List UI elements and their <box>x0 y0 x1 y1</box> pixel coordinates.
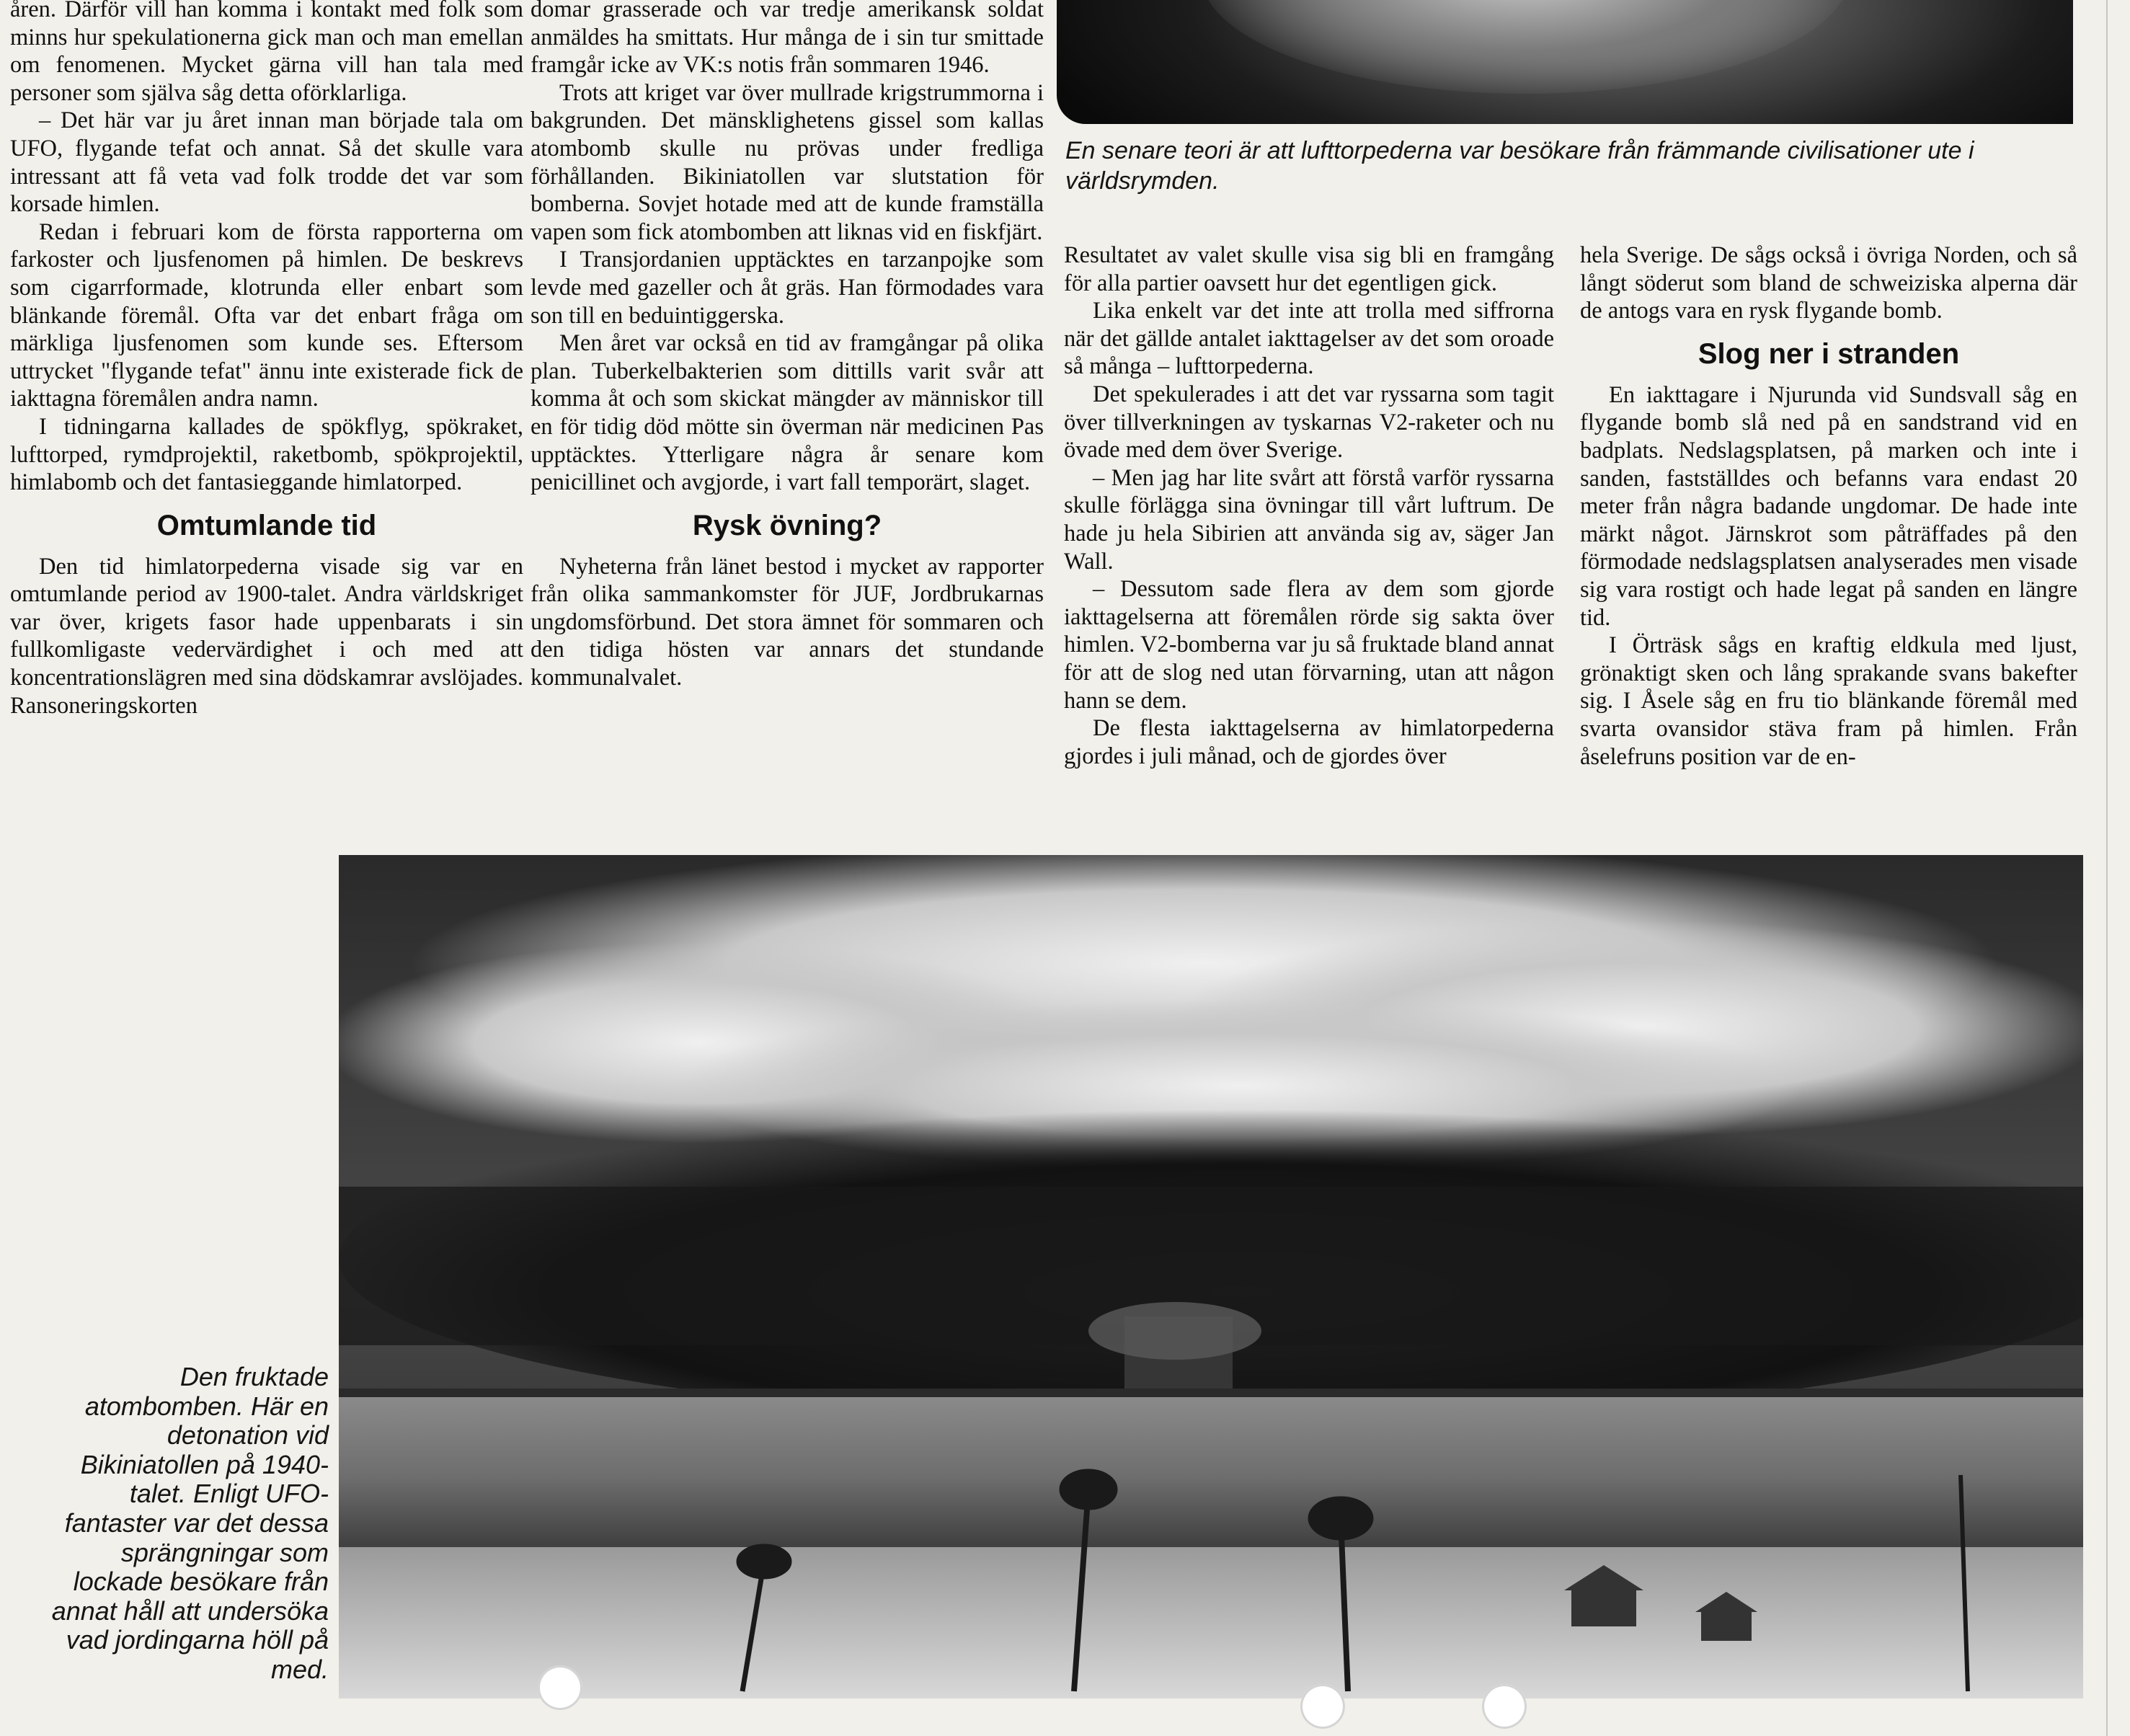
paragraph: I tidningarna kallades de spökflyg, spökraket, lufttorped, rymdprojektil, raketbomb, spökprojektil, himlabomb och det fantasieggande himlatorped. <box>10 413 523 496</box>
paragraph: Trots att kriget var över mullrade krigstrummorna i bakgrunden. Det mänsklighetens gissel som kallas atombomb skulle nu prövas under fredliga förhållanden. Bikiniatollen var slutstation för bomberna. Sovjet hotade med att de kunde framställa vapen som fick atombomben att liknas vid en fiskfjärt. <box>531 79 1044 245</box>
article-column-1 <box>10 0 523 719</box>
paragraph: De flesta iakttagelserna av himlatorpederna gjordes i juli månad, och de gjordes över <box>1064 715 1554 769</box>
explosion-base <box>1088 1302 1261 1360</box>
top-photo <box>1057 0 2073 124</box>
paragraph: – Det här var ju året innan man började tala om UFO, flygande tefat och annat. Så det skulle vara intressant att få veta vad folk trodde det var som korsade himlen. <box>10 107 523 218</box>
subheading-slog-ner-i-stranden: Slog ner i stranden <box>1698 337 1960 370</box>
article-column-4 <box>1580 242 2077 771</box>
paragraph: I Örträsk sågs en kraftig eldkula med ljust, grönaktigt sken och lång sprakande svans bakefter sig. I Åsele såg en fru tio blänkande föremål med svarta ovansidor stäva fram på himlen. Från åselefruns position var de en- <box>1580 632 2077 770</box>
atomic-bomb-photo <box>339 855 2083 1699</box>
paragraph: Den tid himlatorpederna visade sig var en omtumlande period av 1900-talet. Andra världskriget var över, krigets fasor hade uppenbarats i sin fullkomligaste vedervärdighet i och med att koncentrationslägren med sina dödskamrar avslöjades. Ransoneringskorten <box>10 553 523 719</box>
binder-hole <box>538 1665 582 1710</box>
paragraph: En iakttagare i Njurunda vid Sundsvall såg en flygande bomb slå ned på en sandstrand vid en badplats. Nedslagsplatsen, på marken och inte i sanden, fastställdes och befanns vara endast 20 meter från några badande ungdomar. De hade inte märkt något. Järnskrot som påträffades på den förmodade nedslagsplatsen analyserades men visade sig vara rostigt och hade legat på sanden en längre tid. <box>1580 381 2077 631</box>
bomb-photo-caption: Den fruktade atombomben. Här en detonation vid Bikiniatollen på 1940-talet. Enligt UFO-fantaster var det dessa sprängningar som lockade besökare från annat håll att undersöka vad jordingarna höll på med. <box>51 1362 329 1684</box>
article-column-2 <box>531 0 1044 692</box>
paragraph: åren. Därför vill han komma i kontakt med folk som minns hur spekulationerna gick man och man emellan om fenomenen. Mycket gärna vill han tala med personer som själva såg detta oförklarliga. <box>10 0 523 106</box>
beach <box>339 1547 2083 1699</box>
paragraph: Redan i februari kom de första rapporterna om farkoster och ljusfenomen på himlen. De beskrevs som cigarrformade, klotrunda eller enbart som blänkande föremål. Ofta var det enbart fråga om märkliga ljusfenomen som kunde ses. Eftersom uttrycket "flygande tefat" ännu inte existerade fick de iakttagna föremålen andra namn. <box>10 218 523 412</box>
paragraph: Resultatet av valet skulle visa sig bli en framgång för alla partier oavsett hur det egentligen gick. <box>1064 242 1554 296</box>
paragraph: – Men jag har lite svårt att förstå varför ryssarna skulle förlägga sina övningar till vårt luftrum. De hade ju hela Sibirien att använda sig av, säger Jan Wall. <box>1064 464 1554 575</box>
paragraph: I Transjordanien upptäcktes en tarzanpojke som levde med gazeller och åt gräs. Han förmodades vara son till en beduintiggerska. <box>531 247 1044 329</box>
paragraph: hela Sverige. De sågs också i övriga Norden, och så långt söderut som bland de schweiziska alperna där de antogs vara en rysk flygande bomb. <box>1580 242 2077 324</box>
binder-margin-line <box>2106 0 2108 1736</box>
paragraph: Lika enkelt var det inte att trolla med siffrorna när det gällde antalet iakttagelser av det som oroade så många – lufttorpederna. <box>1064 298 1554 380</box>
sea <box>339 1397 2083 1556</box>
top-photo-glow <box>1201 0 1850 94</box>
top-photo-caption: En senare teori är att lufttorpederna var besökare från främmande civilisationer ute i världsrymden. <box>1065 137 1974 195</box>
horizon-line <box>339 1389 2083 1397</box>
paragraph: Nyheterna från länet bestod i mycket av rapporter från olika sammankomster för JUF, Jordbrukarnas ungdomsförbund. Det stora ämnet för sommaren och den tidiga hösten var annars det stundande kommunalvalet. <box>531 553 1044 691</box>
subheading-rysk-ovning: Rysk övning? <box>692 509 882 541</box>
binder-hole <box>1300 1684 1345 1729</box>
binder-hole <box>1482 1684 1527 1729</box>
paragraph: – Dessutom sade flera av dem som gjorde iakttagelserna att föremålen rörde sig sakta över himlen. V2-bomberna var ju så fruktade bland annat för att de slog ned utan förvarning, utan att någon hann se dem. <box>1064 576 1554 714</box>
paragraph: Men året var också en tid av framgångar på olika plan. Tuberkelbakterien som dittills varit svår att komma åt och som skickat mängder av människor till en för tidig död mötte sin överman när medicinen Pas upptäcktes. Ytterligare några år senare kom penicillinet och avgjorde, i vart fall temporärt, slaget. <box>531 330 1044 496</box>
subheading-omtumlande-tid: Omtumlande tid <box>156 509 377 541</box>
paragraph: Det spekulerades i att det var ryssarna som tagit över tillverkningen av tyskarnas V2-raketer och nu övade med dem över Sverige. <box>1064 381 1554 464</box>
paragraph: domar grasserade och var tredje amerikansk soldat anmäldes ha smittats. Hur många de i sin tur smittade framgår icke av VK:s notis från sommaren 1946. <box>531 0 1044 79</box>
article-column-3 <box>1064 242 1554 770</box>
